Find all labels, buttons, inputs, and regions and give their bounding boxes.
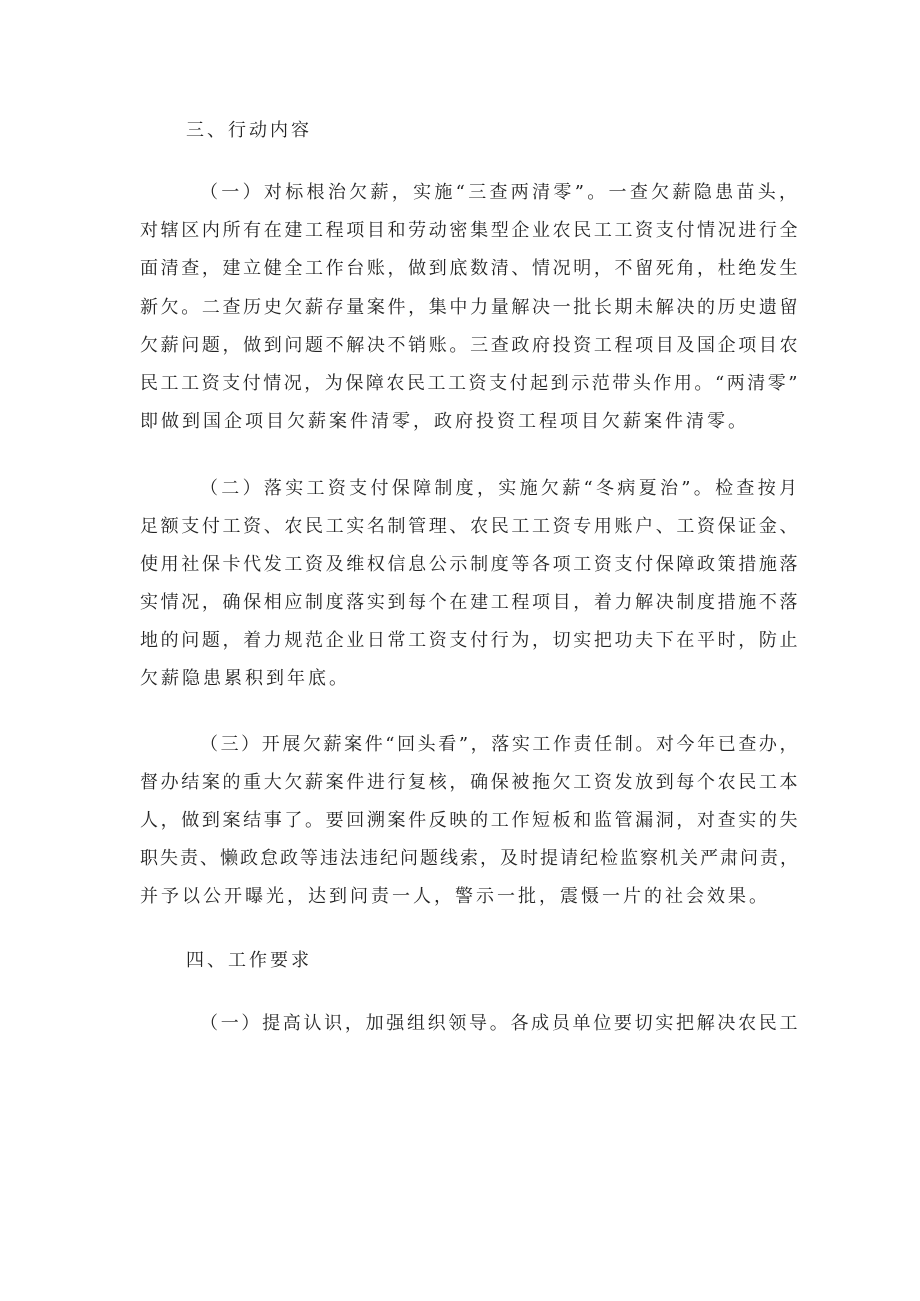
paragraph-line: 面清查，建立健全工作台账，做到底数清、情况明，不留死角，杜绝发生 (140, 258, 800, 279)
paragraph-line: （二）落实工资支付保障制度，实施欠薪“冬病夏治”。检查按月 (200, 478, 800, 499)
paragraph-line: （一）对标根治欠薪，实施“三查两清零”。一查欠薪隐患苗头， (200, 182, 800, 203)
paragraph-line: 欠薪隐患累积到年底。 (140, 668, 350, 689)
paragraph-line: 并予以公开曝光，达到问责一人，警示一批，震慑一片的社会效果。 (140, 886, 770, 907)
paragraph-line: 民工工资支付情况，为保障农民工工资支付起到示范带头作用。“两清零” (140, 373, 800, 394)
paragraph-line: 对辖区内所有在建工程项目和劳动密集型企业农民工工资支付情况进行全 (140, 220, 800, 241)
paragraph-line: 欠薪问题，做到问题不解决不销账。三查政府投资工程项目及国企项目农 (140, 335, 800, 356)
section-heading: 四、工作要求 (186, 950, 312, 971)
section-heading: 三、行动内容 (186, 120, 312, 141)
paragraph-line: （三）开展欠薪案件“回头看”，落实工作责任制。对今年已查办， (200, 734, 800, 755)
paragraph-line: 地的问题，着力规范企业日常工资支付行为，切实把功夫下在平时，防止 (140, 630, 800, 651)
paragraph-line: 即做到国企项目欠薪案件清零，政府投资工程项目欠薪案件清零。 (140, 411, 749, 432)
paragraph-line: 足额支付工资、农民工实名制管理、农民工工资专用账户、工资保证金、 (140, 516, 800, 537)
paragraph-line: 实情况，确保相应制度落实到每个在建工程项目，着力解决制度措施不落 (140, 592, 800, 613)
paragraph-line: （一）提高认识，加强组织领导。各成员单位要切实把解决农民工 (200, 1013, 800, 1034)
paragraph-line: 职失责、懒政怠政等违法违纪问题线索，及时提请纪检监察机关严肃问责， (140, 848, 800, 869)
paragraph-line: 使用社保卡代发工资及维权信息公示制度等各项工资支付保障政策措施落 (140, 554, 800, 575)
paragraph-line: 人，做到案结事了。要回溯案件反映的工作短板和监管漏洞，对查实的失 (140, 810, 800, 831)
paragraph-line: 新欠。二查历史欠薪存量案件，集中力量解决一批长期未解决的历史遗留 (140, 297, 800, 318)
paragraph-line: 督办结案的重大欠薪案件进行复核，确保被拖欠工资发放到每个农民工本 (140, 772, 800, 793)
